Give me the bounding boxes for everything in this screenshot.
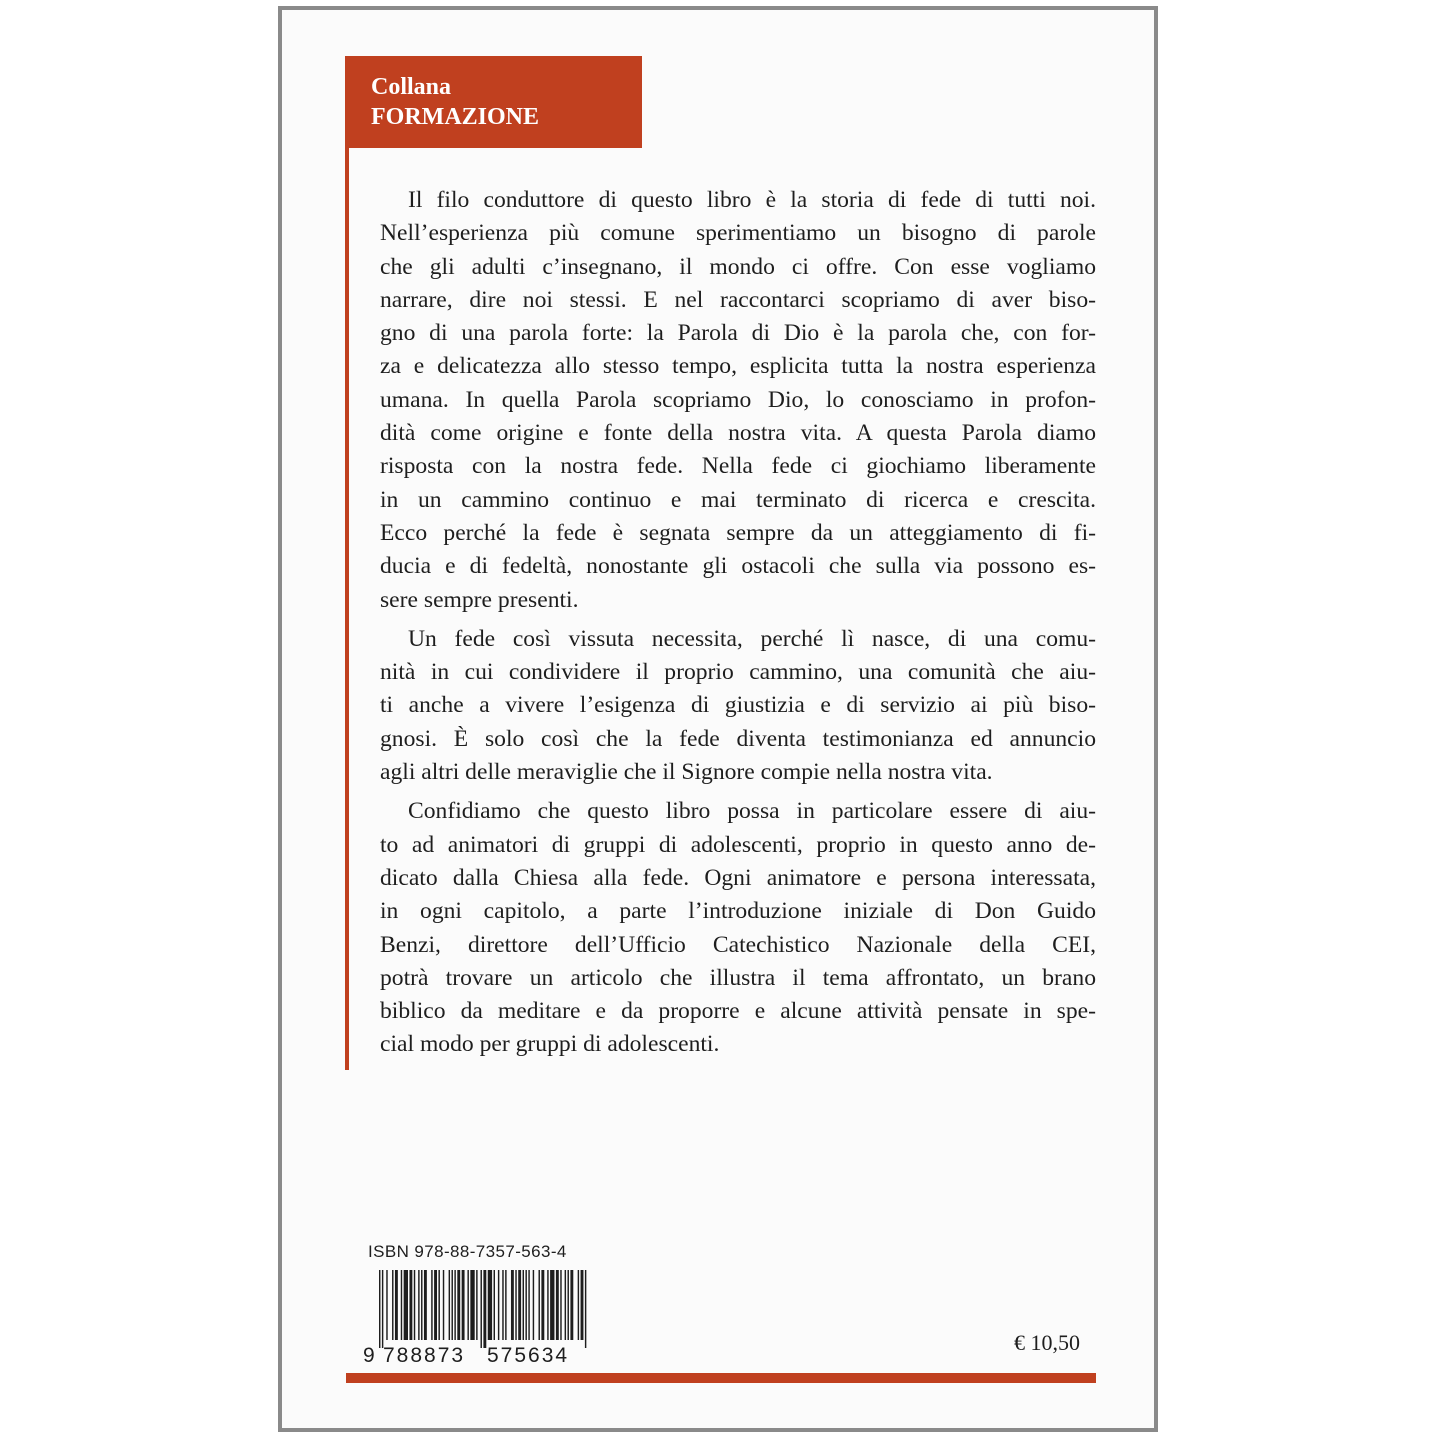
barcode-bar xyxy=(568,1270,569,1340)
barcode-bar xyxy=(481,1270,482,1348)
barcode-bar xyxy=(454,1270,455,1340)
barcode-bar xyxy=(523,1270,524,1340)
barcode-bar xyxy=(515,1270,516,1340)
description-line: gnosi. È solo così che la fede diventa testimonianza ed annuncio xyxy=(380,725,1096,752)
description-line: in un cammino continuo e mai terminato di ricerca e crescita. xyxy=(380,486,1096,513)
description-line: umana. In quella Parola scopriamo Dio, lo conosciamo in profon- xyxy=(380,386,1096,413)
barcode-bar xyxy=(511,1270,514,1340)
barcode-bar xyxy=(392,1270,393,1340)
barcode-bar xyxy=(424,1270,427,1340)
description-paragraph xyxy=(380,184,1096,617)
description-line: ti anche a vivere l’esigenza di giustizia e di servizio ai più biso- xyxy=(380,692,1096,719)
description-line: narrare, dire noi stessi. E nel raccontarci scopriamo di aver biso- xyxy=(380,286,1096,313)
barcode-bar xyxy=(401,1270,402,1340)
barcode-bar xyxy=(431,1270,432,1340)
barcode-digits-right: 575634 xyxy=(487,1344,570,1366)
barcode-bar xyxy=(570,1270,573,1340)
barcode-bar xyxy=(498,1270,499,1340)
barcode-bar xyxy=(409,1270,412,1340)
barcode-bar xyxy=(565,1270,566,1340)
description-line: za e delicatezza allo stesso tempo, esplicita tutta la nostra esperienza xyxy=(380,353,1096,380)
barcode-bar xyxy=(541,1270,544,1340)
barcode-bar xyxy=(452,1270,453,1340)
description-line: to ad animatori di gruppi di adolescenti, proprio in questo anno de- xyxy=(380,831,1096,858)
barcode-bar xyxy=(550,1270,554,1340)
barcode-digit-prefix: 9 xyxy=(363,1344,375,1366)
description-line: ducia e di fedeltà, nonostante gli ostacoli che sulla via possono es- xyxy=(380,553,1096,580)
barcode-bar xyxy=(449,1270,450,1340)
description-line: potrà trovare un articolo che illustra il tema affrontato, un brano xyxy=(380,964,1096,991)
barcode-bar xyxy=(518,1270,521,1340)
barcode-bar xyxy=(533,1270,534,1340)
barcode-bars xyxy=(379,1270,586,1348)
barcode-bar xyxy=(414,1270,415,1340)
description-line: Benzi, direttore dell’Ufficio Catechistico Nazionale della CEI, xyxy=(380,931,1096,958)
barcode-bar xyxy=(470,1270,474,1340)
barcode-bar xyxy=(462,1270,465,1340)
barcode-bar xyxy=(581,1270,584,1340)
isbn-label: ISBN 978-88-7357-563-4 xyxy=(368,1242,567,1261)
price: € 10,50 xyxy=(1014,1330,1080,1355)
description-line: Un fede così vissuta necessita, perché lì nasce, di una comu- xyxy=(408,625,1096,652)
barcode-bar xyxy=(483,1270,486,1348)
series-label: Collana xyxy=(371,74,452,100)
barcode-bar xyxy=(560,1270,561,1340)
barcode-bar xyxy=(578,1270,579,1340)
back-cover-description xyxy=(380,184,1096,1068)
barcode-bar xyxy=(395,1270,398,1340)
barcode-bar xyxy=(386,1270,387,1340)
description-line: dicato dalla Chiesa alla fede. Ogni animatore e persona interessata, xyxy=(380,864,1096,891)
barcode-bar xyxy=(585,1270,586,1348)
barcode-bar xyxy=(556,1270,559,1340)
description-line: che gli adulti c’insegnano, il mondo ci offre. Con esse vogliamo xyxy=(380,253,1096,280)
barcode-bar xyxy=(379,1270,380,1348)
description-line: Ecco perché la fede è segnata sempre da un atteggiamento di fi- xyxy=(380,519,1096,546)
series-label-box xyxy=(348,56,642,148)
description-line: dità come origine e fonte della nostra vita. A questa Parola diamo xyxy=(380,420,1096,447)
description-line: risposta con la nostra fede. Nella fede ci giochiamo liberamente xyxy=(380,453,1096,480)
description-paragraph xyxy=(380,795,1096,1061)
barcode-bar xyxy=(528,1270,529,1340)
barcode-bar xyxy=(494,1270,495,1340)
barcode-bar xyxy=(502,1270,503,1340)
barcode-digits-left: 788873 xyxy=(383,1344,466,1366)
barcode-bar xyxy=(525,1270,526,1340)
description-paragraph xyxy=(380,623,1096,789)
description-line: Il filo conduttore di questo libro è la storia di fede di tutti noi. xyxy=(408,187,1096,213)
barcode-bar xyxy=(547,1270,548,1340)
barcode-bar xyxy=(404,1270,408,1340)
barcode-bar xyxy=(421,1270,422,1340)
barcode-bar xyxy=(443,1270,444,1340)
bottom-accent-rule xyxy=(346,1373,1096,1383)
barcode-bar xyxy=(476,1270,477,1340)
barcode-bar xyxy=(434,1270,437,1340)
description-line: agli altri delle meraviglie che il Signore compie nella nostra vita. xyxy=(380,759,993,786)
description-line: nità in cui condividere il proprio cammino, una comunità che aiu- xyxy=(380,659,1096,686)
description-line: gno di una parola forte: la Parola di Dio è la parola che, con for- xyxy=(380,320,1096,347)
description-line: Confidiamo che questo libro possa in particolare essere di aiu- xyxy=(408,798,1096,825)
barcode-bar xyxy=(418,1270,419,1340)
description-line: sere sempre presenti. xyxy=(380,586,579,613)
description-line: biblico da meditare e da proporre e alcune attività pensate in spe- xyxy=(380,998,1096,1025)
description-line: in ogni capitolo, a parte l’introduzione iniziale di Don Guido xyxy=(380,898,1096,925)
barcode-bar xyxy=(539,1270,540,1340)
barcode-bar xyxy=(505,1270,506,1340)
barcode-bar xyxy=(467,1270,468,1340)
barcode-bar xyxy=(438,1270,439,1340)
series-name: FORMAZIONE xyxy=(371,104,539,130)
side-accent-rule xyxy=(345,56,349,1070)
isbn-barcode xyxy=(363,1266,589,1366)
barcode-bar xyxy=(488,1270,492,1340)
barcode-bar xyxy=(457,1270,460,1340)
description-line: cial modo per gruppi di adolescenti. xyxy=(380,1031,720,1058)
barcode-bar xyxy=(382,1270,383,1348)
description-line: Nell’esperienza più comune sperimentiamo un bisogno di parole xyxy=(380,220,1096,247)
